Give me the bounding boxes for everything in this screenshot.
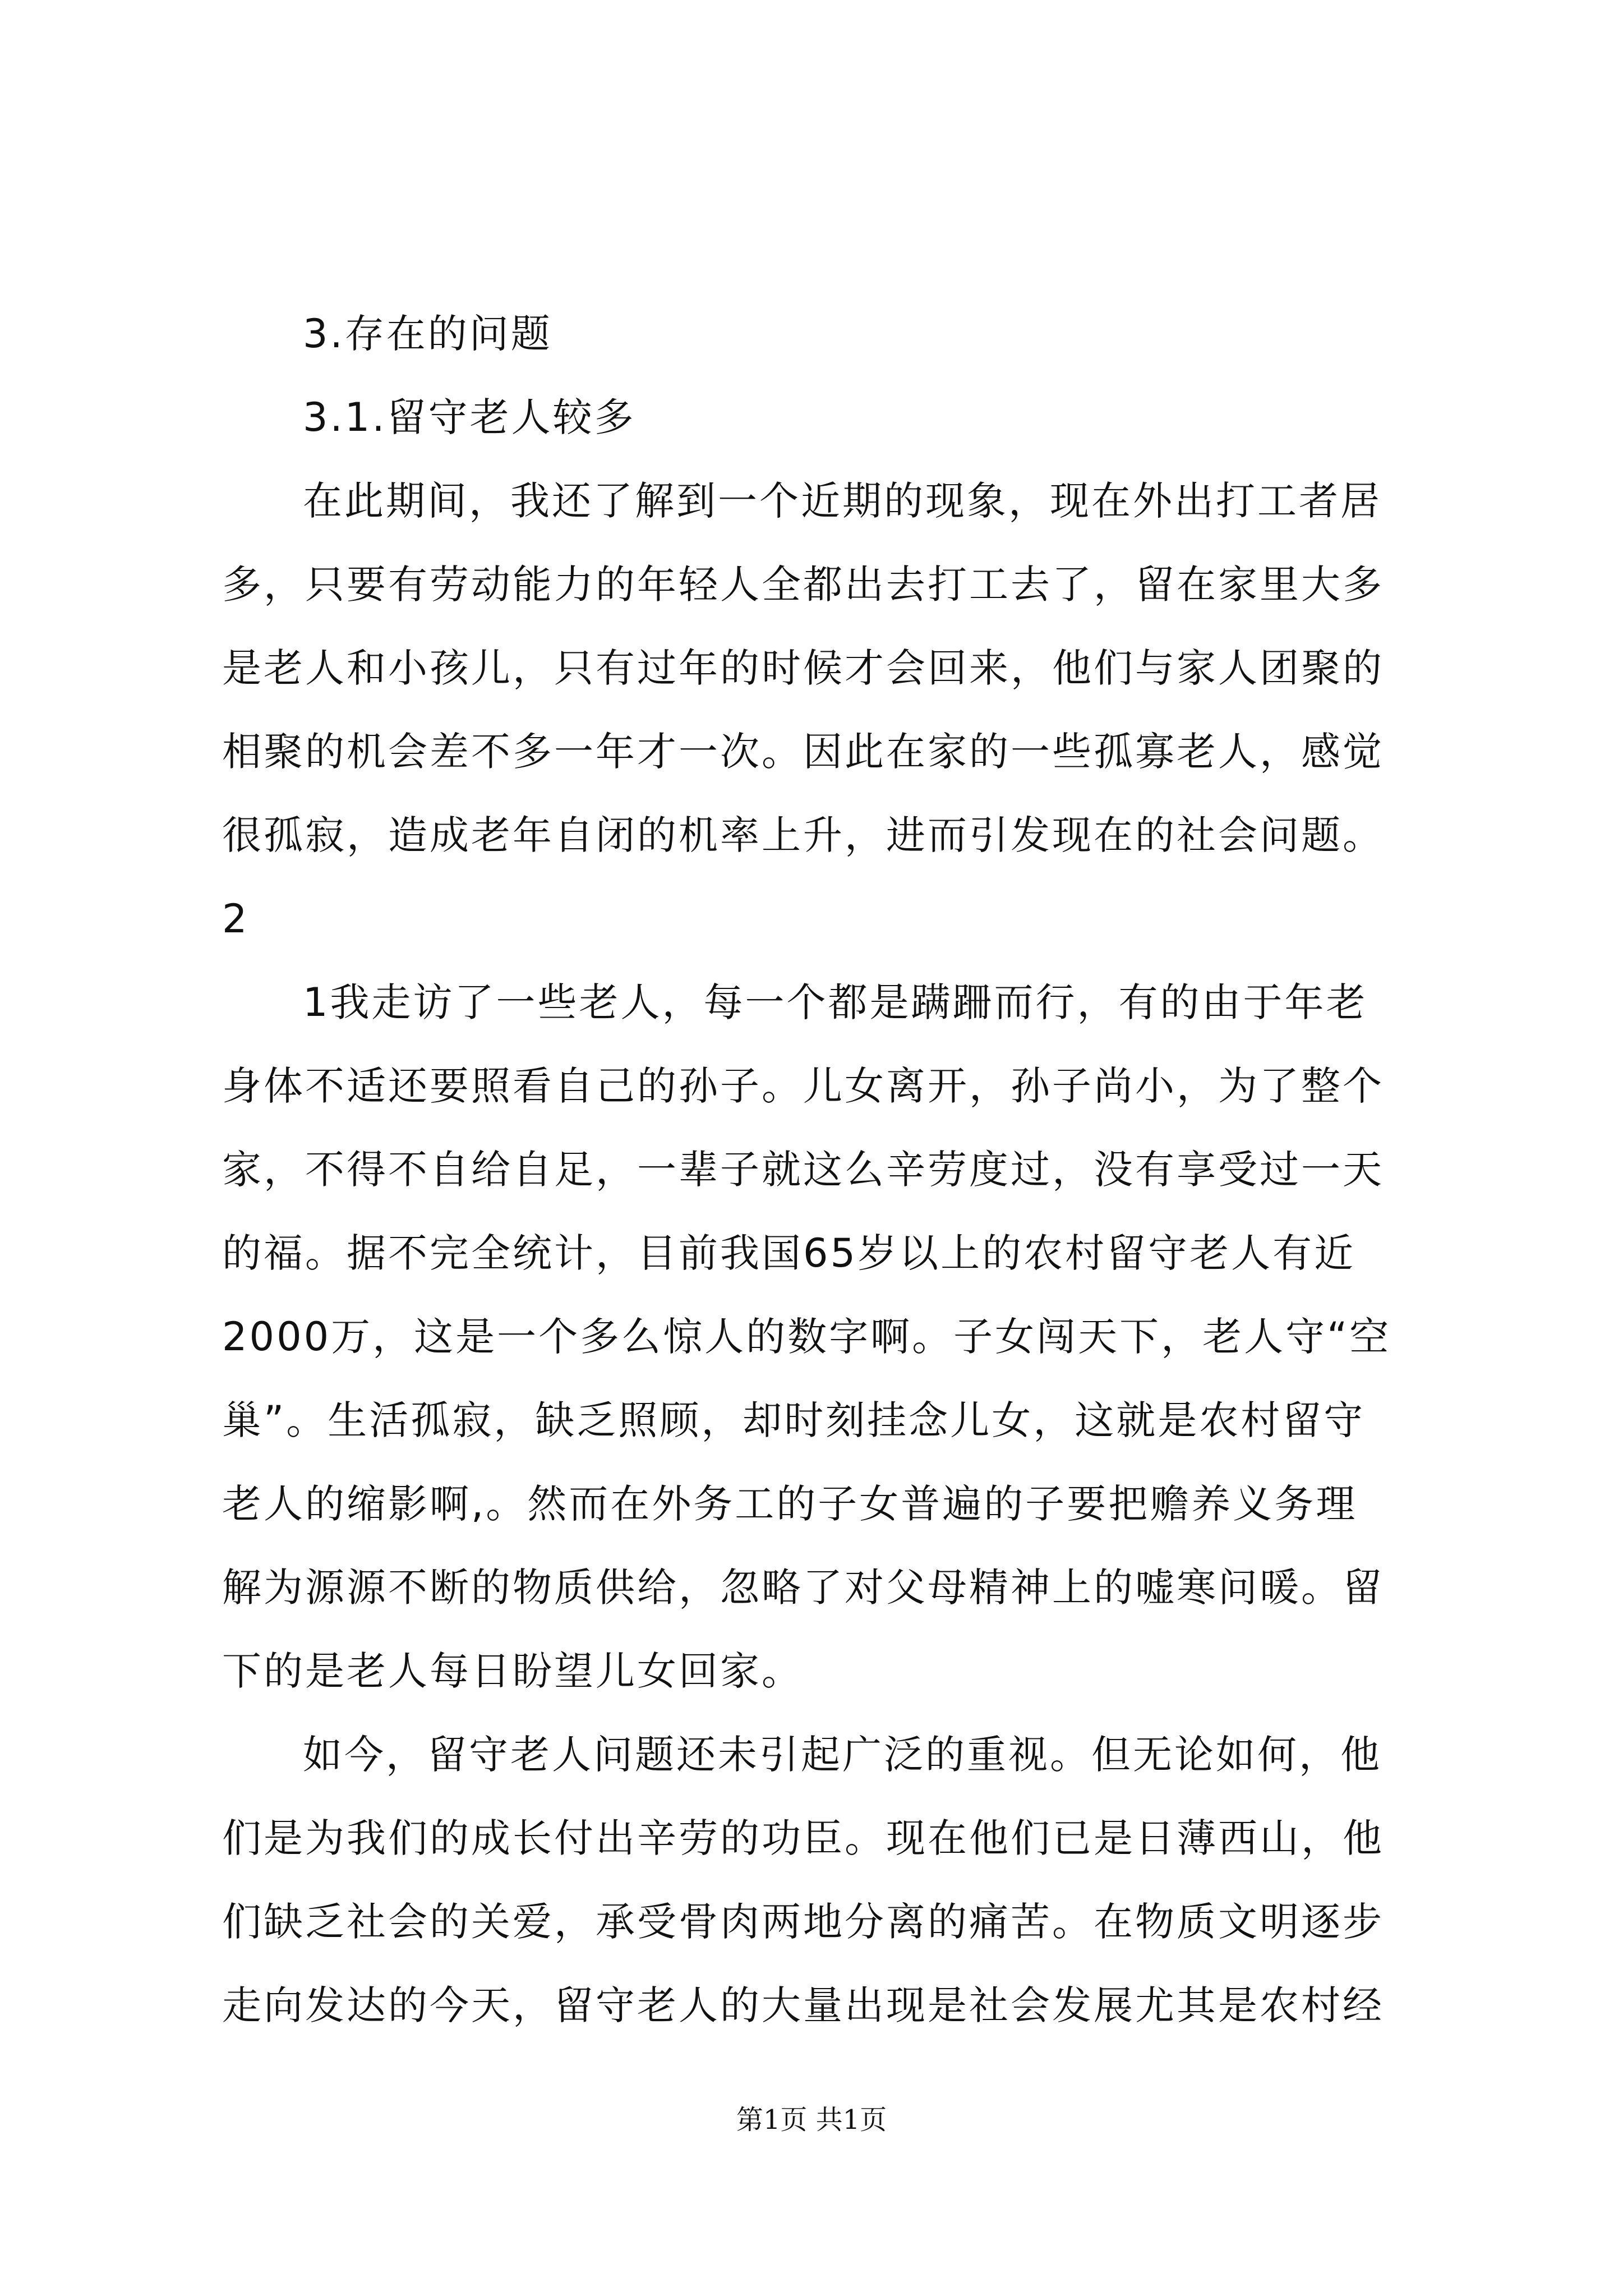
paragraph-line: 是老人和小孩儿，只有过年的时候才会回来，他们与家人团聚的 [222,645,1384,691]
paragraph-line: 多，只要有劳动能力的年轻人全都出去打工去了，留在家里大多 [222,562,1384,608]
paragraph-line: 解为源源不断的物质供给，忽略了对父母精神上的嘘寒问暖。留 [222,1565,1384,1611]
paragraph-line: 1我走访了一些老人，每一个都是蹒跚而行，有的由于年老 [303,979,1368,1025]
paragraph-line: 2000万，这是一个多么惊人的数字啊。子女闯天下，老人守“空 [222,1314,1391,1360]
paragraph-line: 相聚的机会差不多一年才一次。因此在家的一些孤寡老人，感觉 [222,729,1384,775]
paragraph-line: 身体不适还要照看自己的孙子。儿女离开，孙子尚小，为了整个 [222,1063,1384,1109]
page-number-footer: 第1页 共1页 [736,2104,887,2136]
paragraph-line: 们是为我们的成长付出辛劳的功臣。现在他们已是日薄西山，他 [222,1815,1384,1861]
paragraph-line: 巢”。生活孤寂，缺乏照顾，却时刻挂念儿女，这就是农村留守 [222,1397,1366,1443]
section-heading: 3.存在的问题 [303,311,552,357]
paragraph-line: 在此期间，我还了解到一个近期的现象，现在外出打工者居 [303,478,1382,524]
paragraph-line: 们缺乏社会的关爱，承受骨肉两地分离的痛苦。在物质文明逐步 [222,1899,1384,1945]
paragraph-line: 如今，留守老人问题还未引起广泛的重视。但无论如何，他 [303,1732,1382,1778]
paragraph-line: 下的是老人每日盼望儿女回家。 [222,1648,803,1694]
paragraph-line: 的福。据不完全统计，目前我国65岁以上的农村留守老人有近 [222,1230,1356,1276]
subsection-heading: 3.1.留守老人较多 [303,394,636,440]
paragraph-line: 老人的缩影啊,。然而在外务工的子女普遍的子要把赡养义务理 [222,1481,1358,1527]
paragraph-line: 走向发达的今天，留守老人的大量出现是社会发展尤其是农村经 [222,1982,1384,2028]
paragraph-line: 家，不得不自给自足，一辈子就这么辛劳度过，没有享受过一天 [222,1147,1384,1193]
paragraph-line: 2 [222,896,250,942]
paragraph-line: 很孤寂，造成老年自闭的机率上升，进而引发现在的社会问题。 [222,812,1384,858]
